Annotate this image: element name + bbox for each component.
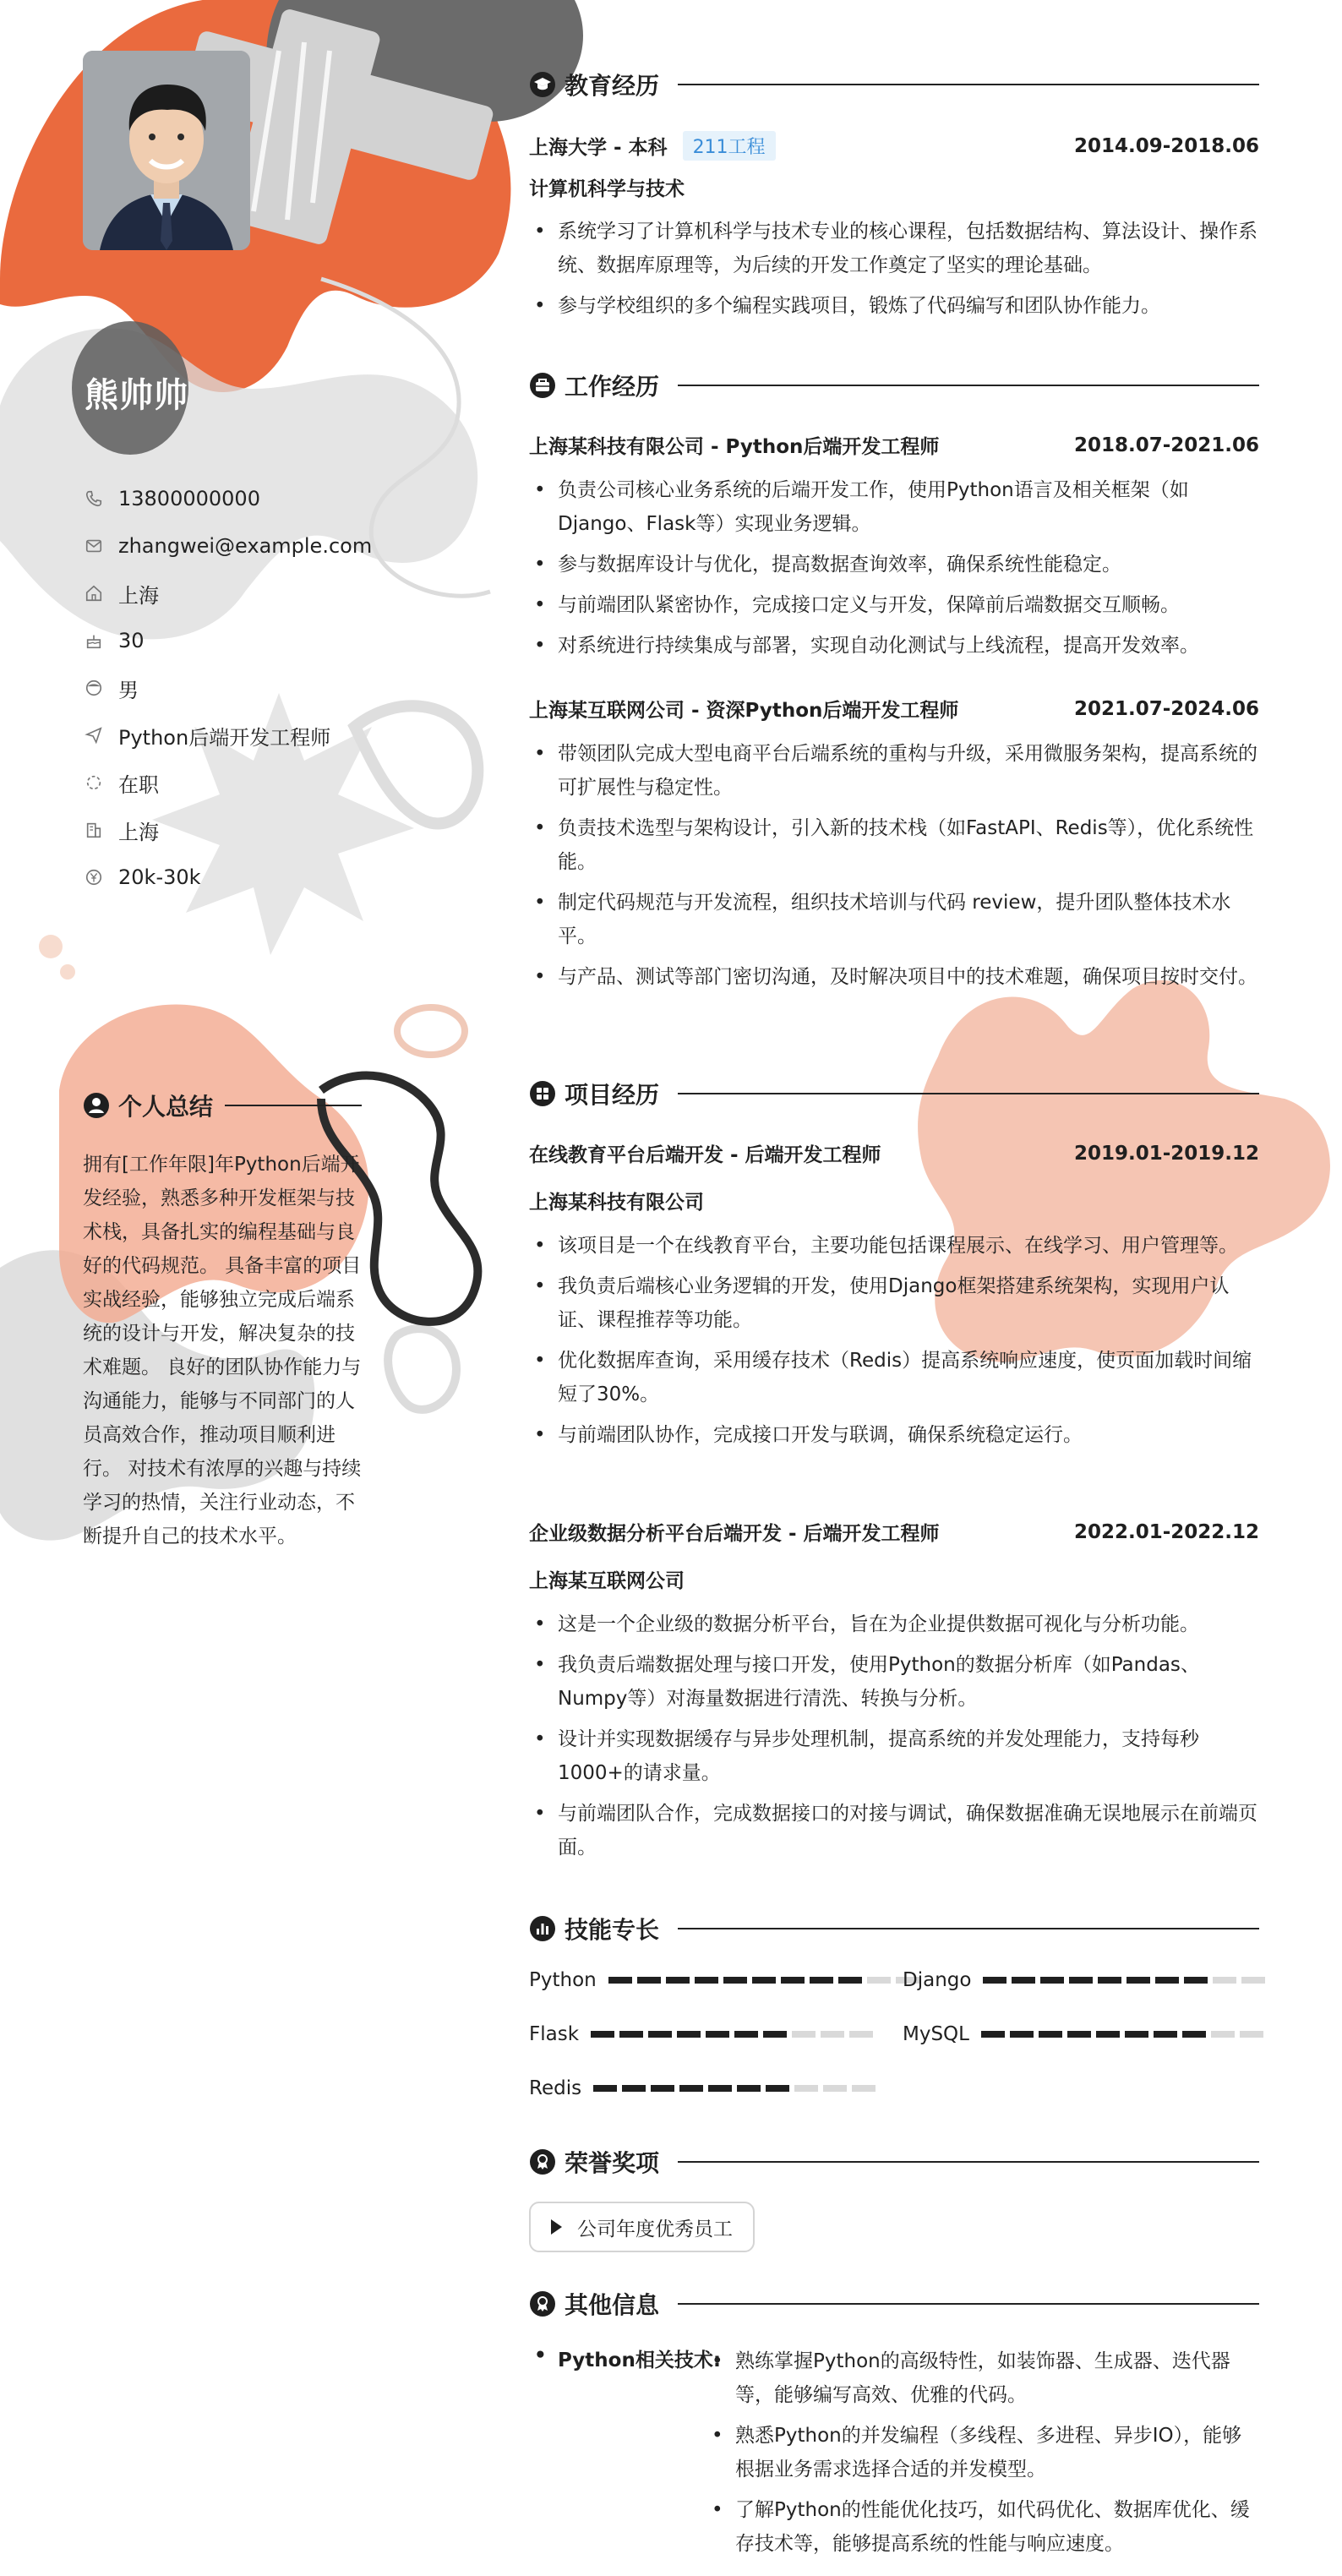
skill-segment-filled bbox=[1067, 2031, 1091, 2038]
skill-segment-filled bbox=[708, 2085, 732, 2092]
skill-segment-filled bbox=[1184, 1977, 1208, 1984]
project-period: 2022.01-2022.12 bbox=[1073, 1520, 1259, 1543]
skill-segment-empty bbox=[1213, 1977, 1236, 1984]
skill-label: Django bbox=[903, 1969, 972, 1991]
work-title: 工作经历 bbox=[565, 373, 660, 401]
skill-segment-filled bbox=[593, 2085, 617, 2092]
skill-level-bar bbox=[591, 2031, 878, 2038]
award-icon bbox=[529, 2148, 556, 2175]
skill-segment-empty bbox=[821, 2031, 844, 2038]
list-item: • 制定代码规范与开发流程，组织技术培训与代码 review，提升团队整体技术水平。 bbox=[529, 886, 1259, 953]
candidate-name: 熊帅帅 bbox=[85, 376, 188, 415]
info-status bbox=[85, 759, 406, 806]
other-label: • Python相关技术: bbox=[529, 2344, 721, 2372]
skill-segment-empty bbox=[1240, 2031, 1263, 2038]
info-target-city bbox=[85, 806, 406, 854]
skill-label: Redis bbox=[529, 2077, 582, 2099]
send-icon bbox=[85, 726, 103, 745]
skill-segment-filled bbox=[1155, 1977, 1179, 1984]
job-bullets bbox=[529, 737, 1259, 1001]
job-row bbox=[529, 695, 1259, 723]
skill-segment-empty bbox=[823, 2085, 847, 2092]
skill-segment-empty bbox=[849, 2031, 873, 2038]
user-circle-icon bbox=[83, 1092, 110, 1119]
skill-level-bar bbox=[981, 2031, 1268, 2038]
job-period: 2021.07-2024.06 bbox=[1073, 697, 1259, 720]
education-heading bbox=[529, 68, 1259, 101]
skill-segment-filled bbox=[1010, 2031, 1034, 2038]
awards-title: 荣誉奖项 bbox=[565, 2149, 660, 2177]
list-item: • 该项目是一个在线教育平台，主要功能包括课程展示、在线学习、用户管理等。 bbox=[529, 1229, 1259, 1263]
list-item: • 系统学习了计算机科学与技术专业的核心课程，包括数据结构、算法设计、操作系统、数据库原理等，为后续的开发工作奠定了坚实的理论基础。 bbox=[529, 215, 1259, 282]
list-item: • 参与学校组织的多个编程实践项目，锻炼了代码编写和团队协作能力。 bbox=[529, 289, 1259, 323]
project-company: 上海某科技有限公司 bbox=[529, 1192, 704, 1214]
age-value: 30 bbox=[118, 629, 145, 652]
skill-segment-filled bbox=[622, 2085, 646, 2092]
skill-segment-filled bbox=[766, 2085, 789, 2092]
face-icon bbox=[85, 679, 103, 697]
list-item: • 与前端团队紧密协作，完成接口定义与开发，保障前后端数据交互顺畅。 bbox=[529, 588, 1259, 622]
skill-segment-filled bbox=[1040, 1977, 1064, 1984]
awards-heading bbox=[529, 2145, 1259, 2179]
skill-segment-filled bbox=[1125, 2031, 1148, 2038]
skill-segment-filled bbox=[838, 1977, 862, 1984]
project-heading: 企业级数据分析平台后端开发 - 后端开发工程师 bbox=[529, 1523, 940, 1545]
skill-mysql bbox=[903, 2023, 1268, 2045]
list-item: • 了解Python的性能优化技巧，如代码优化、数据库优化、缓存技术等，能够提高系统的性能与响应速度。 bbox=[706, 2493, 1259, 2561]
email-value[interactable]: zhangwei@example.com bbox=[118, 534, 373, 558]
skill-segment-filled bbox=[608, 1977, 632, 1984]
skill-segment-empty bbox=[867, 1977, 891, 1984]
skill-level-bar bbox=[608, 1977, 925, 1984]
skill-level-bar bbox=[593, 2085, 881, 2092]
skill-segment-filled bbox=[981, 2031, 1005, 2038]
bar-chart-icon bbox=[529, 1915, 556, 1942]
skill-segment-empty bbox=[792, 2031, 816, 2038]
other-heading bbox=[529, 2287, 1259, 2321]
skill-segment-filled bbox=[734, 2031, 758, 2038]
list-item: • 对系统进行持续集成与部署，实现自动化测试与上线流程，提高开发效率。 bbox=[529, 629, 1259, 663]
phone-value[interactable]: 13800000000 bbox=[118, 487, 260, 510]
summary-title: 个人总结 bbox=[118, 1093, 214, 1121]
skill-segment-filled bbox=[1182, 2031, 1206, 2038]
contact-info-list bbox=[85, 475, 406, 901]
skill-segment-empty bbox=[852, 2085, 876, 2092]
skills-heading bbox=[529, 1912, 1259, 1946]
project-period: 2019.01-2019.12 bbox=[1073, 1142, 1259, 1165]
skill-segment-filled bbox=[1039, 2031, 1062, 2038]
list-item: • 优化数据库查询，采用缓存技术（Redis）提高系统响应速度，使页面加载时间缩短了30%。 bbox=[529, 1344, 1259, 1411]
position-value: Python后端开发工程师 bbox=[118, 725, 331, 750]
projects-title: 项目经历 bbox=[565, 1081, 660, 1109]
list-item: • 负责公司核心业务系统的后端开发工作，使用Python语言及相关框架（如Django、Flask等）实现业务逻辑。 bbox=[529, 473, 1259, 541]
skill-level-bar bbox=[983, 1977, 1270, 1984]
info-age bbox=[85, 617, 406, 664]
education-period: 2014.09-2018.06 bbox=[1073, 134, 1259, 157]
skill-segment-filled bbox=[781, 1977, 805, 1984]
play-icon bbox=[551, 2219, 562, 2235]
awards-divider bbox=[678, 2161, 1259, 2163]
profile-photo bbox=[83, 51, 250, 250]
skill-segment-filled bbox=[679, 2085, 703, 2092]
other-title: 其他信息 bbox=[565, 2291, 660, 2319]
skill-segment-filled bbox=[1127, 1977, 1150, 1984]
info-gender bbox=[85, 664, 406, 712]
education-row bbox=[529, 131, 1259, 161]
summary-text: 拥有[工作年限]年Python后端开发经验，熟悉多种开发框架与技术栈，具备扎实的编程基础与良好的代码规范。 具备丰富的项目实战经验，能够独立完成后端系统的设计与开发，解决复杂的技术难题。 良好的团队协作能力与沟通能力，能够与不同部门的人员高效合作，推动项目顺利进行。 对技术有浓厚的兴趣与持续学习的热情，关注行业动态，不断提升自己的技术水平。 bbox=[83, 1154, 362, 1547]
mail-icon bbox=[85, 537, 103, 555]
skill-segment-filled bbox=[1069, 1977, 1093, 1984]
info-location bbox=[85, 570, 406, 617]
skill-segment-empty bbox=[1241, 1977, 1265, 1984]
skill-segment-filled bbox=[706, 2031, 729, 2038]
building-icon bbox=[85, 821, 103, 839]
projects-heading bbox=[529, 1077, 1259, 1111]
job-row bbox=[529, 431, 1259, 459]
skill-redis bbox=[529, 2077, 881, 2099]
grid-icon bbox=[529, 1080, 556, 1107]
skill-segment-filled bbox=[1096, 2031, 1120, 2038]
job-heading: 上海某互联网公司 - 资深Python后端开发工程师 bbox=[529, 700, 959, 722]
briefcase-icon bbox=[529, 372, 556, 399]
other-bullets bbox=[706, 2344, 1259, 2568]
info-position bbox=[85, 712, 406, 759]
project-bullets bbox=[529, 1607, 1259, 1871]
info-salary bbox=[85, 854, 406, 901]
job-heading: 上海某科技有限公司 - Python后端开发工程师 bbox=[529, 436, 940, 458]
work-divider bbox=[678, 385, 1259, 386]
list-item: • 设计并实现数据缓存与异步处理机制，提高系统的并发处理能力，支持每秒1000+的请求量。 bbox=[529, 1722, 1259, 1790]
skill-segment-filled bbox=[737, 2085, 761, 2092]
other-divider bbox=[678, 2303, 1259, 2305]
skill-segment-filled bbox=[619, 2031, 643, 2038]
status-value: 在职 bbox=[118, 772, 159, 797]
list-item: • 负责技术选型与架构设计，引入新的技术栈（如FastAPI、Redis等），优化系统性能。 bbox=[529, 811, 1259, 879]
cake-icon bbox=[85, 631, 103, 650]
skill-segment-filled bbox=[637, 1977, 661, 1984]
skill-label: Python bbox=[529, 1969, 597, 1991]
skill-segment-filled bbox=[723, 1977, 747, 1984]
skill-segment-filled bbox=[651, 2085, 674, 2092]
award-label: 公司年度优秀员工 bbox=[577, 2218, 733, 2240]
education-divider bbox=[678, 84, 1259, 85]
avatar bbox=[83, 51, 250, 250]
list-item: • 与产品、测试等部门密切沟通，及时解决项目中的技术难题，确保项目按时交付。 bbox=[529, 960, 1259, 994]
skill-segment-filled bbox=[591, 2031, 614, 2038]
info-badge-icon bbox=[529, 2290, 556, 2317]
home-icon bbox=[85, 584, 103, 603]
skill-flask bbox=[529, 2023, 878, 2045]
left-column bbox=[0, 0, 507, 2576]
graduation-cap-icon bbox=[529, 71, 556, 98]
skill-label: Flask bbox=[529, 2023, 580, 2045]
list-item: • 带领团队完成大型电商平台后端系统的重构与升级，采用微服务架构，提高系统的可扩展性与稳定性。 bbox=[529, 737, 1259, 805]
skill-segment-filled bbox=[666, 1977, 690, 1984]
phone-icon bbox=[85, 489, 103, 508]
education-bullets bbox=[529, 215, 1259, 330]
education-tag: 211工程 bbox=[683, 131, 776, 161]
education-title: 教育经历 bbox=[565, 72, 660, 100]
summary-heading bbox=[83, 1089, 362, 1122]
location-value: 上海 bbox=[118, 583, 159, 608]
skill-label: MySQL bbox=[903, 2023, 969, 2045]
list-item: • 我负责后端核心业务逻辑的开发，使用Django框架搭建系统架构，实现用户认证、课程推荐等功能。 bbox=[529, 1269, 1259, 1337]
list-item: • 熟悉Python的并发编程（多线程、多进程、异步IO），能够根据业务需求选择合适的并发模型。 bbox=[706, 2419, 1259, 2486]
education-school: 上海大学 - 本科 bbox=[529, 137, 668, 159]
skill-segment-filled bbox=[752, 1977, 776, 1984]
skill-segment-filled bbox=[1012, 1977, 1035, 1984]
project-bullets bbox=[529, 1229, 1259, 1459]
list-item: • 这是一个企业级的数据分析平台，旨在为企业提供数据可视化与分析功能。 bbox=[529, 1607, 1259, 1641]
salary-value: 20k-30k bbox=[118, 865, 201, 889]
award-badge bbox=[529, 2202, 755, 2252]
project-row bbox=[529, 1139, 1259, 1167]
gender-value: 男 bbox=[118, 678, 139, 702]
skill-segment-filled bbox=[810, 1977, 833, 1984]
job-bullets bbox=[529, 473, 1259, 669]
skills-divider bbox=[678, 1928, 1259, 1929]
list-item: • 熟练掌握Python的高级特性，如装饰器、生成器、迭代器等，能够编写高效、优雅的代码。 bbox=[706, 2344, 1259, 2412]
job-period: 2018.07-2021.06 bbox=[1073, 434, 1259, 456]
skill-segment-empty bbox=[1211, 2031, 1235, 2038]
skill-segment-filled bbox=[763, 2031, 787, 2038]
education-major: 计算机科学与技术 bbox=[529, 178, 685, 200]
skill-segment-filled bbox=[1154, 2031, 1177, 2038]
list-item: • 我负责后端数据处理与接口开发，使用Python的数据分析库（如Pandas、Numpy等）对海量数据进行清洗、转换与分析。 bbox=[529, 1648, 1259, 1716]
skill-segment-filled bbox=[677, 2031, 701, 2038]
info-phone bbox=[85, 475, 406, 522]
skill-segment-empty bbox=[794, 2085, 818, 2092]
target-city-value: 上海 bbox=[118, 820, 159, 844]
project-heading: 在线教育平台后端开发 - 后端开发工程师 bbox=[529, 1144, 881, 1166]
summary-divider bbox=[225, 1105, 362, 1106]
project-company: 上海某互联网公司 bbox=[529, 1570, 685, 1592]
skill-segment-filled bbox=[648, 2031, 672, 2038]
skill-python bbox=[529, 1969, 925, 1991]
work-heading bbox=[529, 368, 1259, 402]
list-item: • 与前端团队协作，完成接口开发与联调，确保系统稳定运行。 bbox=[529, 1418, 1259, 1452]
skills-title: 技能专长 bbox=[565, 1916, 660, 1944]
list-item: • 与前端团队合作，完成数据接口的对接与调试，确保数据准确无误地展示在前端页面。 bbox=[529, 1797, 1259, 1864]
list-item: • 参与数据库设计与优化，提高数据查询效率，确保系统性能稳定。 bbox=[529, 548, 1259, 581]
skill-segment-filled bbox=[695, 1977, 718, 1984]
info-email bbox=[85, 522, 406, 570]
projects-divider bbox=[678, 1093, 1259, 1094]
skill-django bbox=[903, 1969, 1270, 1991]
yuan-icon bbox=[85, 868, 103, 887]
skill-segment-filled bbox=[1098, 1977, 1121, 1984]
status-icon bbox=[85, 773, 103, 792]
project-row bbox=[529, 1518, 1259, 1546]
skill-segment-filled bbox=[983, 1977, 1006, 1984]
